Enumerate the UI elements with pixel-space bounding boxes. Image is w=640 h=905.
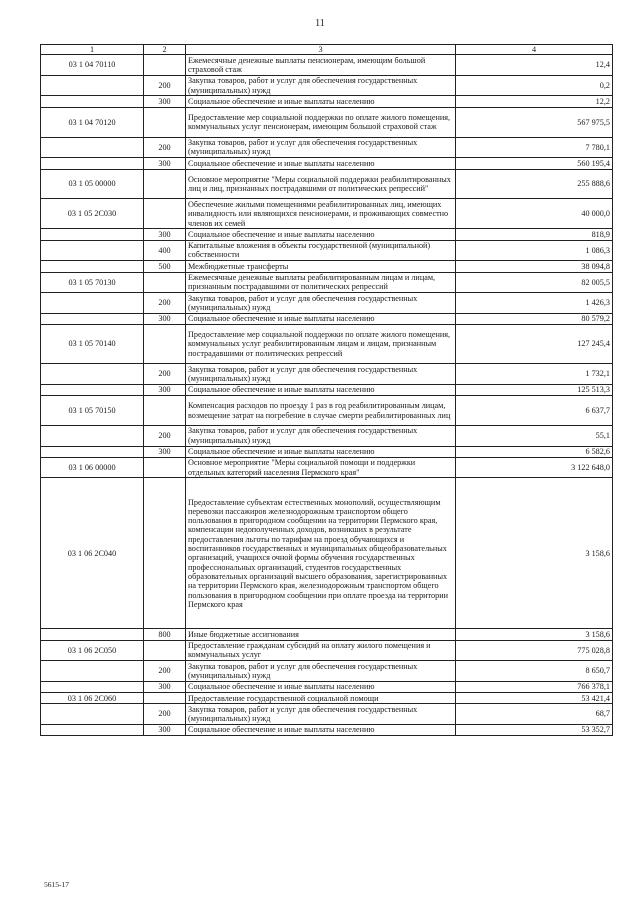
expense-type-cell bbox=[144, 457, 186, 478]
table-row bbox=[41, 55, 613, 76]
amount-cell: 53 352,7 bbox=[456, 724, 613, 735]
table-row bbox=[41, 457, 613, 478]
expense-type-cell: 800 bbox=[144, 629, 186, 640]
amount-cell: 567 975,5 bbox=[456, 107, 613, 137]
table-row bbox=[41, 661, 613, 682]
expense-type-cell bbox=[144, 169, 186, 199]
description-cell: Закупка товаров, работ и услуг для обеспечения государственных (муниципальных) нужд bbox=[186, 661, 456, 682]
description-cell: Предоставление мер социальной поддержки по оплате жилого помещения, коммунальных услуг пенсионерам, имеющим большой страховой стаж bbox=[186, 107, 456, 137]
description-cell: Предоставление гражданам субсидий на оплату жилого помещения и коммунальных услуг bbox=[186, 640, 456, 661]
budget-table-body bbox=[41, 45, 613, 736]
description-cell: Социальное обеспечение и иные выплаты населению bbox=[186, 384, 456, 395]
description-cell: Социальное обеспечение и иные выплаты населению bbox=[186, 313, 456, 324]
table-row bbox=[41, 364, 613, 385]
expense-type-cell: 300 bbox=[144, 384, 186, 395]
description-cell: Социальное обеспечение и иные выплаты населению bbox=[186, 158, 456, 169]
description-cell: Социальное обеспечение и иные выплаты населению bbox=[186, 446, 456, 457]
header-cell-2: 2 bbox=[144, 45, 186, 55]
classification-code-cell bbox=[41, 384, 144, 395]
expense-type-cell: 200 bbox=[144, 425, 186, 446]
amount-cell: 82 005,5 bbox=[456, 272, 613, 293]
table-row bbox=[41, 396, 613, 426]
description-cell: Ежемесячные денежные выплаты пенсионерам, имеющим большой страховой стаж bbox=[186, 55, 456, 76]
classification-code-cell bbox=[41, 446, 144, 457]
amount-cell: 1 732,1 bbox=[456, 364, 613, 385]
expense-type-cell bbox=[144, 55, 186, 76]
amount-cell: 68,7 bbox=[456, 704, 613, 725]
expense-type-cell: 400 bbox=[144, 240, 186, 261]
classification-code-cell bbox=[41, 629, 144, 640]
table-row bbox=[41, 313, 613, 324]
table-row bbox=[41, 229, 613, 240]
classification-code-cell bbox=[41, 364, 144, 385]
classification-code-cell: 03 1 06 00000 bbox=[41, 457, 144, 478]
table-row bbox=[41, 425, 613, 446]
description-cell: Предоставление субъектам естественных монополий, осуществляющим перевозки пассажиров железнодорожным транспортом общего пользования в пригородном сообщении на территории Пермского края, компенсации недополученных доходов, возникших в результате предоставления льготы по тарифам на проезд обучающихся и воспитанников государственных и муниципальных общеобразовательных организаций, учащихся очной формы обучения государственных профессиональных организаций, студентов государственных образовательных организаций высшего образования, зарегистрированных на территории Пермского края, железнодорожным транспортом общего пользования в пригородном сообщении при оплате проезда на территории Пермского края bbox=[186, 478, 456, 629]
header-cell-3: 3 bbox=[186, 45, 456, 55]
classification-code-cell: 03 1 05 70130 bbox=[41, 272, 144, 293]
expense-type-cell: 500 bbox=[144, 261, 186, 272]
amount-cell: 766 378,1 bbox=[456, 681, 613, 692]
table-row bbox=[41, 169, 613, 199]
description-cell: Закупка товаров, работ и услуг для обеспечения государственных (муниципальных) нужд bbox=[186, 293, 456, 314]
expense-type-cell: 300 bbox=[144, 724, 186, 735]
description-cell: Закупка товаров, работ и услуг для обеспечения государственных (муниципальных) нужд bbox=[186, 425, 456, 446]
table-row bbox=[41, 293, 613, 314]
description-cell: Социальное обеспечение и иные выплаты населению bbox=[186, 681, 456, 692]
description-cell: Иные бюджетные ассигнования bbox=[186, 629, 456, 640]
classification-code-cell: 03 1 06 2С050 bbox=[41, 640, 144, 661]
table-row bbox=[41, 681, 613, 692]
classification-code-cell: 03 1 05 00000 bbox=[41, 169, 144, 199]
classification-code-cell bbox=[41, 137, 144, 158]
description-cell: Основное мероприятие "Меры социальной поддержки реабилитированных лиц и лиц, признанных пострадавшими от политических репрессий" bbox=[186, 169, 456, 199]
classification-code-cell bbox=[41, 75, 144, 96]
description-cell: Капитальные вложения в объекты государственной (муниципальной) собственности bbox=[186, 240, 456, 261]
classification-code-cell bbox=[41, 724, 144, 735]
expense-type-cell bbox=[144, 107, 186, 137]
amount-cell: 7 780,1 bbox=[456, 137, 613, 158]
table-row bbox=[41, 446, 613, 457]
classification-code-cell bbox=[41, 240, 144, 261]
table-row bbox=[41, 75, 613, 96]
amount-cell: 80 579,2 bbox=[456, 313, 613, 324]
description-cell: Компенсация расходов по проезду 1 раз в год реабилитированным лицам, возмещение затрат на погребение в случае смерти реабилитированных лиц bbox=[186, 396, 456, 426]
table-header-row bbox=[41, 45, 613, 55]
amount-cell: 53 421,4 bbox=[456, 693, 613, 704]
expense-type-cell: 200 bbox=[144, 364, 186, 385]
expense-type-cell bbox=[144, 272, 186, 293]
description-cell: Социальное обеспечение и иные выплаты населению bbox=[186, 229, 456, 240]
table-row bbox=[41, 478, 613, 629]
expense-type-cell: 300 bbox=[144, 229, 186, 240]
table-row bbox=[41, 724, 613, 735]
table-row bbox=[41, 629, 613, 640]
classification-code-cell bbox=[41, 425, 144, 446]
footer-code: 5615-17 bbox=[44, 880, 69, 889]
classification-code-cell: 03 1 04 70110 bbox=[41, 55, 144, 76]
description-cell: Обеспечение жилыми помещениями реабилитированных лиц, имеющих инвалидность или являющихся пенсионерами, и проживающих совместно членов их семей bbox=[186, 199, 456, 229]
expense-type-cell: 200 bbox=[144, 704, 186, 725]
classification-code-cell: 03 1 06 2С040 bbox=[41, 478, 144, 629]
amount-cell: 818,9 bbox=[456, 229, 613, 240]
classification-code-cell: 03 1 04 70120 bbox=[41, 107, 144, 137]
table-row bbox=[41, 640, 613, 661]
table-row bbox=[41, 240, 613, 261]
description-cell: Закупка товаров, работ и услуг для обеспечения государственных (муниципальных) нужд bbox=[186, 137, 456, 158]
classification-code-cell bbox=[41, 661, 144, 682]
classification-code-cell bbox=[41, 293, 144, 314]
description-cell: Предоставление государственной социальной помощи bbox=[186, 693, 456, 704]
expense-type-cell: 200 bbox=[144, 661, 186, 682]
amount-cell: 8 650,7 bbox=[456, 661, 613, 682]
description-cell: Закупка товаров, работ и услуг для обеспечения государственных (муниципальных) нужд bbox=[186, 75, 456, 96]
description-cell: Закупка товаров, работ и услуг для обеспечения государственных (муниципальных) нужд bbox=[186, 364, 456, 385]
classification-code-cell: 03 1 05 70150 bbox=[41, 396, 144, 426]
amount-cell: 12,2 bbox=[456, 96, 613, 107]
expense-type-cell bbox=[144, 396, 186, 426]
expense-type-cell: 200 bbox=[144, 137, 186, 158]
table-row bbox=[41, 693, 613, 704]
header-cell-1: 1 bbox=[41, 45, 144, 55]
expense-type-cell bbox=[144, 478, 186, 629]
amount-cell: 40 000,0 bbox=[456, 199, 613, 229]
classification-code-cell bbox=[41, 261, 144, 272]
expense-type-cell bbox=[144, 693, 186, 704]
amount-cell: 6 637,7 bbox=[456, 396, 613, 426]
amount-cell: 3 158,6 bbox=[456, 478, 613, 629]
description-cell: Закупка товаров, работ и услуг для обеспечения государственных (муниципальных) нужд bbox=[186, 704, 456, 725]
description-cell: Предоставление мер социальной поддержки по оплате жилого помещения, коммунальных услуг реабилитированным лицам и лицам, признанным пострадавшими от политических репрессий bbox=[186, 325, 456, 364]
amount-cell: 1 426,3 bbox=[456, 293, 613, 314]
table-row bbox=[41, 272, 613, 293]
table-row bbox=[41, 704, 613, 725]
expense-type-cell: 200 bbox=[144, 75, 186, 96]
description-cell: Межбюджетные трансферты bbox=[186, 261, 456, 272]
expense-type-cell: 300 bbox=[144, 681, 186, 692]
expense-type-cell bbox=[144, 325, 186, 364]
classification-code-cell bbox=[41, 681, 144, 692]
description-cell: Основное мероприятие "Меры социальной помощи и поддержки отдельных категорий населения Пермского края" bbox=[186, 457, 456, 478]
table-row bbox=[41, 384, 613, 395]
description-cell: Социальное обеспечение и иные выплаты населению bbox=[186, 724, 456, 735]
amount-cell: 0,2 bbox=[456, 75, 613, 96]
amount-cell: 125 513,3 bbox=[456, 384, 613, 395]
budget-table bbox=[40, 44, 613, 736]
amount-cell: 38 094,8 bbox=[456, 261, 613, 272]
amount-cell: 3 122 648,0 bbox=[456, 457, 613, 478]
table-row bbox=[41, 96, 613, 107]
table-row bbox=[41, 137, 613, 158]
amount-cell: 55,1 bbox=[456, 425, 613, 446]
amount-cell: 127 245,4 bbox=[456, 325, 613, 364]
expense-type-cell: 300 bbox=[144, 96, 186, 107]
description-cell: Социальное обеспечение и иные выплаты населению bbox=[186, 96, 456, 107]
table-row bbox=[41, 158, 613, 169]
expense-type-cell: 200 bbox=[144, 293, 186, 314]
header-cell-4: 4 bbox=[456, 45, 613, 55]
amount-cell: 255 888,6 bbox=[456, 169, 613, 199]
classification-code-cell bbox=[41, 229, 144, 240]
classification-code-cell bbox=[41, 704, 144, 725]
amount-cell: 1 086,3 bbox=[456, 240, 613, 261]
classification-code-cell bbox=[41, 96, 144, 107]
amount-cell: 775 028,8 bbox=[456, 640, 613, 661]
amount-cell: 3 158,6 bbox=[456, 629, 613, 640]
expense-type-cell: 300 bbox=[144, 446, 186, 457]
page-number: 11 bbox=[315, 18, 325, 29]
description-cell: Ежемесячные денежные выплаты реабилитированным лицам и лицам, признанным пострадавшими от политических репрессий bbox=[186, 272, 456, 293]
expense-type-cell: 300 bbox=[144, 313, 186, 324]
expense-type-cell bbox=[144, 640, 186, 661]
table-row bbox=[41, 261, 613, 272]
classification-code-cell: 03 1 05 2С030 bbox=[41, 199, 144, 229]
amount-cell: 12,4 bbox=[456, 55, 613, 76]
classification-code-cell bbox=[41, 158, 144, 169]
amount-cell: 6 582,6 bbox=[456, 446, 613, 457]
table-row bbox=[41, 325, 613, 364]
classification-code-cell bbox=[41, 313, 144, 324]
classification-code-cell: 03 1 05 70140 bbox=[41, 325, 144, 364]
table-row bbox=[41, 107, 613, 137]
expense-type-cell: 300 bbox=[144, 158, 186, 169]
table-row bbox=[41, 199, 613, 229]
amount-cell: 560 195,4 bbox=[456, 158, 613, 169]
classification-code-cell: 03 1 06 2С060 bbox=[41, 693, 144, 704]
expense-type-cell bbox=[144, 199, 186, 229]
